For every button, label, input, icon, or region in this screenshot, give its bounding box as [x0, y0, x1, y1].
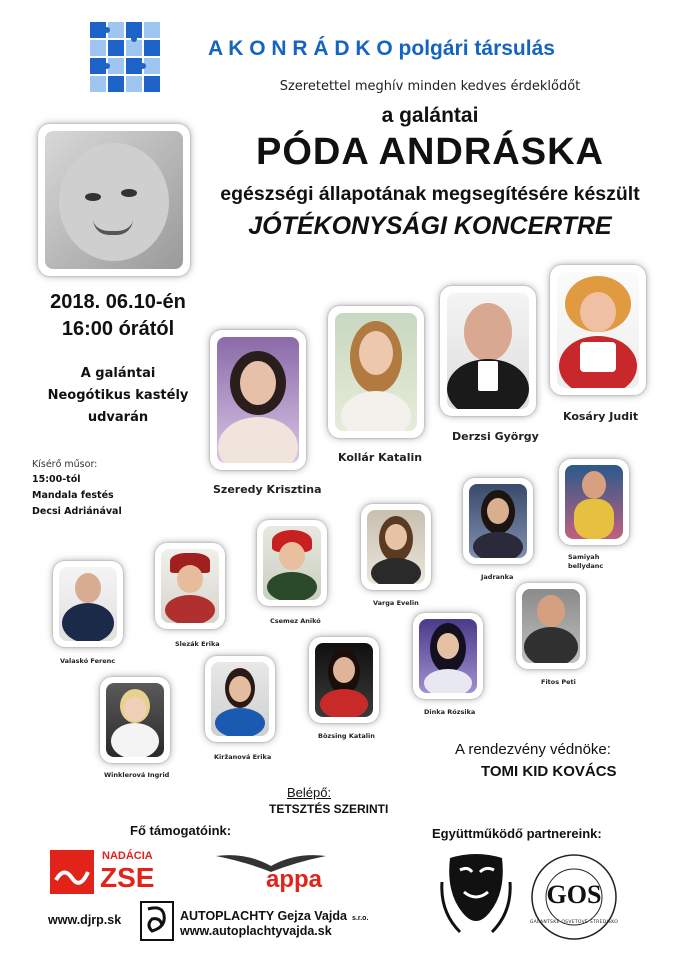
- performer-photo: [550, 265, 646, 395]
- autoplachty-name: [180, 905, 368, 924]
- event-date: 2018. 06.10-én: [50, 291, 186, 313]
- venue-line: udvarán: [87, 410, 149, 425]
- woman-portrait-icon: [557, 272, 639, 388]
- performer-photo: [559, 459, 629, 545]
- performer-name-text: Samiyah bellydanc: [568, 553, 604, 570]
- sponsors-label: Fő támogatóink:: [130, 823, 232, 838]
- performer-name: Winklerová Ingrid: [104, 771, 170, 779]
- woman-portrait-icon: [335, 313, 417, 431]
- appa-text: appa: [266, 866, 323, 893]
- woman-portrait-icon: [161, 549, 219, 623]
- invitation-town: a galántai: [381, 104, 479, 127]
- autoplachty-suffix: s.r.o.: [352, 915, 369, 922]
- performer-photo: [210, 330, 306, 470]
- gos-logo: [528, 852, 620, 942]
- man-portrait-icon: [522, 589, 580, 663]
- puzzle-logo-icon: [90, 22, 162, 92]
- gos-text: GOS: [546, 880, 602, 909]
- baby-photo-frame: [38, 124, 190, 276]
- performer-name: Varga Evelin: [373, 599, 419, 607]
- woman-portrait-icon: [315, 643, 373, 717]
- program-host: Decsi Adriánával: [32, 506, 122, 517]
- performer-name: Bözsing Katalin: [318, 732, 375, 740]
- performer-photo: [463, 478, 533, 564]
- performer-name: Jadranka: [481, 573, 514, 581]
- invitation-purpose: egészségi állapotának megsegítésére készült: [220, 183, 640, 205]
- performer-name: Valaskó Ferenc: [60, 657, 116, 665]
- entry-label: Belépő:: [287, 785, 332, 800]
- performer-photo: [516, 583, 586, 669]
- man-portrait-icon: [59, 567, 117, 641]
- program-time: 15:00-tól: [32, 474, 81, 485]
- program-activity: Mandala festés: [32, 490, 114, 501]
- performer-photo: [440, 286, 536, 416]
- performer-name: Dinka Rózsika: [424, 708, 476, 716]
- performer-name: Csemez Anikó: [270, 617, 321, 625]
- performer-photo: [361, 504, 431, 590]
- performer-name: Kollár Katalin: [338, 451, 423, 464]
- autoplachty-name-text: AUTOPLACHTY Gejza Vajda: [180, 909, 347, 923]
- performer-name: Derzsi György: [452, 430, 539, 443]
- theater-mask-logo-icon: [440, 852, 512, 936]
- patron-name: TOMI KID KOVÁCS: [481, 763, 617, 780]
- zse-mark-icon: [50, 850, 94, 894]
- woman-portrait-icon: [217, 337, 299, 463]
- patron-label: A rendezvény védnöke:: [455, 741, 611, 758]
- organizer-name: A K O N R Á D K O polgári társulás: [208, 37, 555, 60]
- appa-logo: [216, 852, 326, 894]
- baby-portrait-icon: [45, 131, 183, 269]
- performer-name: Kiržanová Erika: [214, 753, 272, 761]
- performer-photo: [309, 637, 379, 723]
- performer-name: Kosáry Judit: [563, 410, 639, 423]
- partners-label: Együttműködő partnereink:: [432, 826, 602, 841]
- venue-line: Neogótikus kastély: [47, 388, 189, 403]
- woman-portrait-icon: [419, 619, 477, 693]
- performer-name: Slezák Erika: [175, 640, 220, 648]
- event-time: 16:00 órától: [61, 318, 175, 340]
- performer-name: Fitos Peti: [541, 678, 576, 686]
- performer-photo: [205, 656, 275, 742]
- invitation-line: Szeretettel meghív minden kedves érdeklődőt: [279, 79, 581, 94]
- concert-title: JÓTÉKONYSÁGI KONCERTRE: [248, 212, 612, 240]
- performer-name: [568, 553, 616, 571]
- performer-name: Szeredy Krisztina: [213, 483, 322, 496]
- performer-photo: [155, 543, 225, 629]
- website-link[interactable]: www.djrp.sk: [48, 913, 122, 927]
- woman-portrait-icon: [367, 510, 425, 584]
- entry-value: TETSZTÉS SZERINTI: [269, 802, 389, 816]
- gos-ring-text: GALANTSKÉ OSVETOVÉ STREDISKO: [529, 920, 619, 925]
- venue-line: A galántai: [80, 366, 156, 381]
- dancer-portrait-icon: [565, 465, 623, 539]
- woman-portrait-icon: [263, 526, 321, 600]
- man-portrait-icon: [447, 293, 529, 409]
- performer-photo: [413, 613, 483, 699]
- zse-top-text: NADÁCIA: [102, 850, 153, 862]
- performer-photo: [328, 306, 424, 438]
- autoplachty-logo-icon: [140, 901, 174, 941]
- performer-photo: [53, 561, 123, 647]
- woman-portrait-icon: [211, 662, 269, 736]
- program-label: Kísérő műsor:: [32, 459, 98, 470]
- woman-portrait-icon: [469, 484, 527, 558]
- performer-photo: [257, 520, 327, 606]
- zse-logo: [50, 850, 200, 894]
- woman-portrait-icon: [106, 683, 164, 757]
- beneficiary-name: PÓDA ANDRÁSKA: [256, 131, 604, 173]
- autoplachty-web-link[interactable]: www.autoplachtyvajda.sk: [180, 924, 332, 938]
- performer-photo: [100, 677, 170, 763]
- zse-main-text: ZSE: [100, 862, 155, 893]
